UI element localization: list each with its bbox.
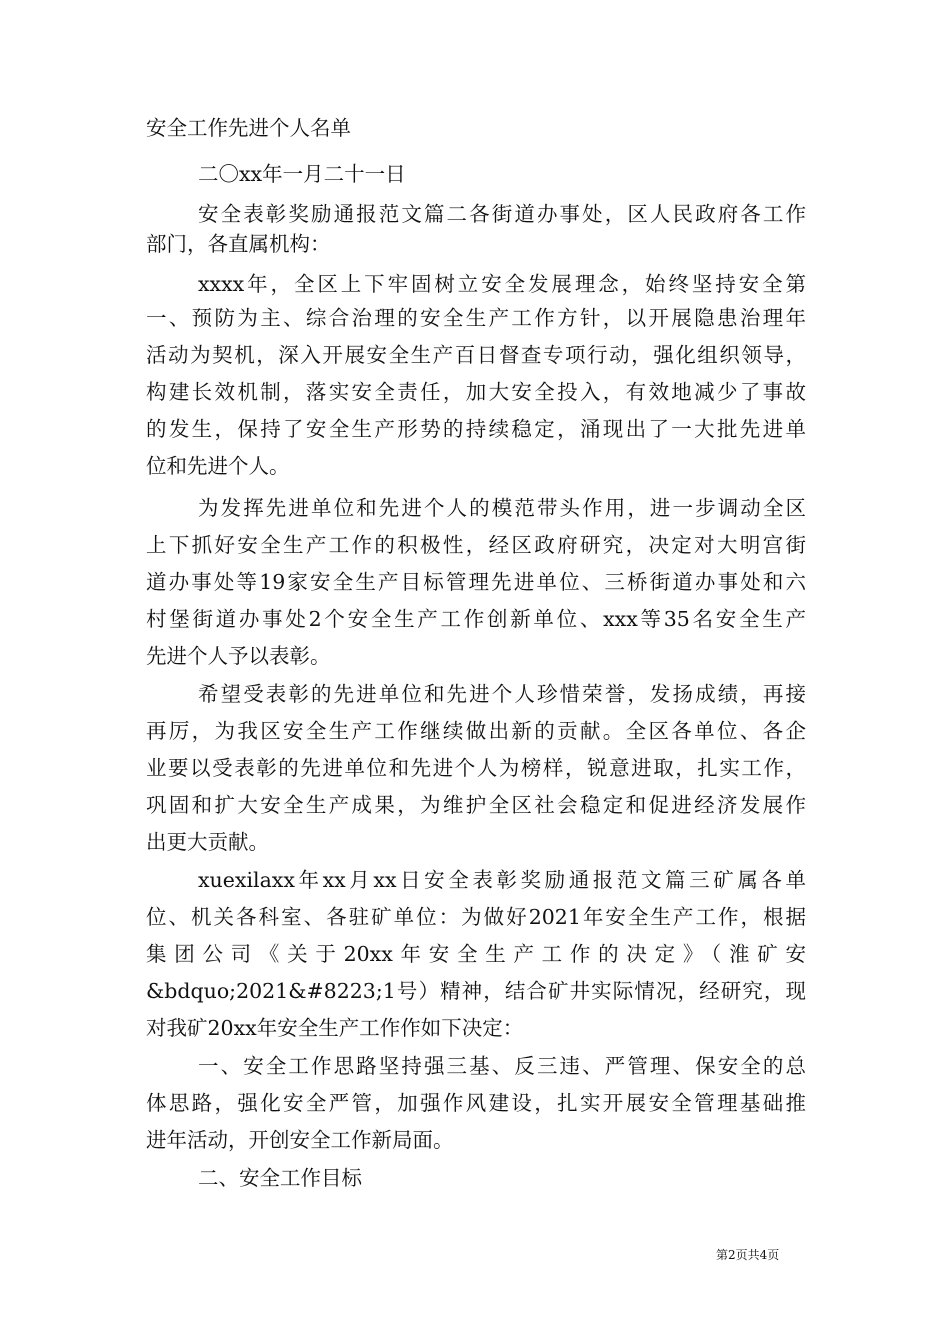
text-line: 部门，各直属机构： (146, 232, 331, 256)
text-line: 构建长效机制，落实安全责任，加大安全投入，有效地减少了事故 (146, 380, 806, 404)
text-line: &bdquo;2021&#8223;1号）精神，结合矿井实际情况，经研究，现 (146, 979, 806, 1003)
text-line: xuexilaxx年xx月xx日安全表彰奖励通报范文篇三矿属各单 (198, 868, 806, 892)
text-line: 一、预防为主、综合治理的安全生产工作方针，以开展隐患治理年 (146, 306, 806, 330)
text-line: 道办事处等19家安全生产目标管理先进单位、三桥街道办事处和六 (146, 570, 806, 594)
text-line: 对我矿20xx年安全生产工作作如下决定： (146, 1016, 524, 1040)
text-line: 为发挥先进单位和先进个人的模范带头作用，进一步调动全区 (198, 496, 806, 520)
text-line: 先进个人予以表彰。 (146, 644, 331, 668)
text-line: 位和先进个人。 (146, 454, 290, 478)
text-line: 出更大贡献。 (146, 830, 269, 854)
text-line: 一、安全工作思路坚持强三基、反三违、严管理、保安全的总 (198, 1054, 806, 1078)
text-line: 进年活动，开创安全工作新局面。 (146, 1128, 454, 1152)
text-line: 安全表彰奖励通报范文篇二各街道办事处，区人民政府各工作 (198, 202, 806, 226)
text-line: 上下抓好安全生产工作的积极性，经区政府研究，决定对大明宫街 (146, 533, 806, 557)
text-line: 巩固和扩大安全生产成果，为维护全区社会稳定和促进经济发展作 (146, 793, 806, 817)
text-line: 希望受表彰的先进单位和先进个人珍惜荣誉，发扬成绩，再接 (198, 682, 806, 706)
text-line: xxxx年，全区上下牢固树立安全发展理念，始终坚持安全第 (198, 272, 806, 296)
text-line: 业要以受表彰的先进单位和先进个人为榜样，锐意进取，扎实工作， (146, 756, 806, 780)
document-date: 二〇xx年一月二十一日 (198, 162, 406, 186)
text-line: 集团公司《关于20xx年安全生产工作的决定》（淮矿安 (146, 942, 806, 966)
text-line: 活动为契机，深入开展安全生产百日督查专项行动，强化组织领导， (146, 343, 806, 367)
text-line: 村堡街道办事处2个安全生产工作创新单位、xxx等35名安全生产 (146, 607, 806, 631)
text-line: 的发生，保持了安全生产形势的持续稳定，涌现出了一大批先进单 (146, 417, 806, 441)
text-line: 二、安全工作目标 (198, 1166, 362, 1190)
text-line: 位、机关各科室、各驻矿单位：为做好2021年安全生产工作，根据 (146, 905, 806, 929)
page-indicator: 第2页共4页 (716, 1248, 780, 1262)
document-heading: 安全工作先进个人名单 (146, 116, 351, 140)
text-line: 体思路，强化安全严管，加强作风建设，扎实开展安全管理基础推 (146, 1091, 806, 1115)
text-line: 再厉，为我区安全生产工作继续做出新的贡献。全区各单位、各企 (146, 719, 806, 743)
